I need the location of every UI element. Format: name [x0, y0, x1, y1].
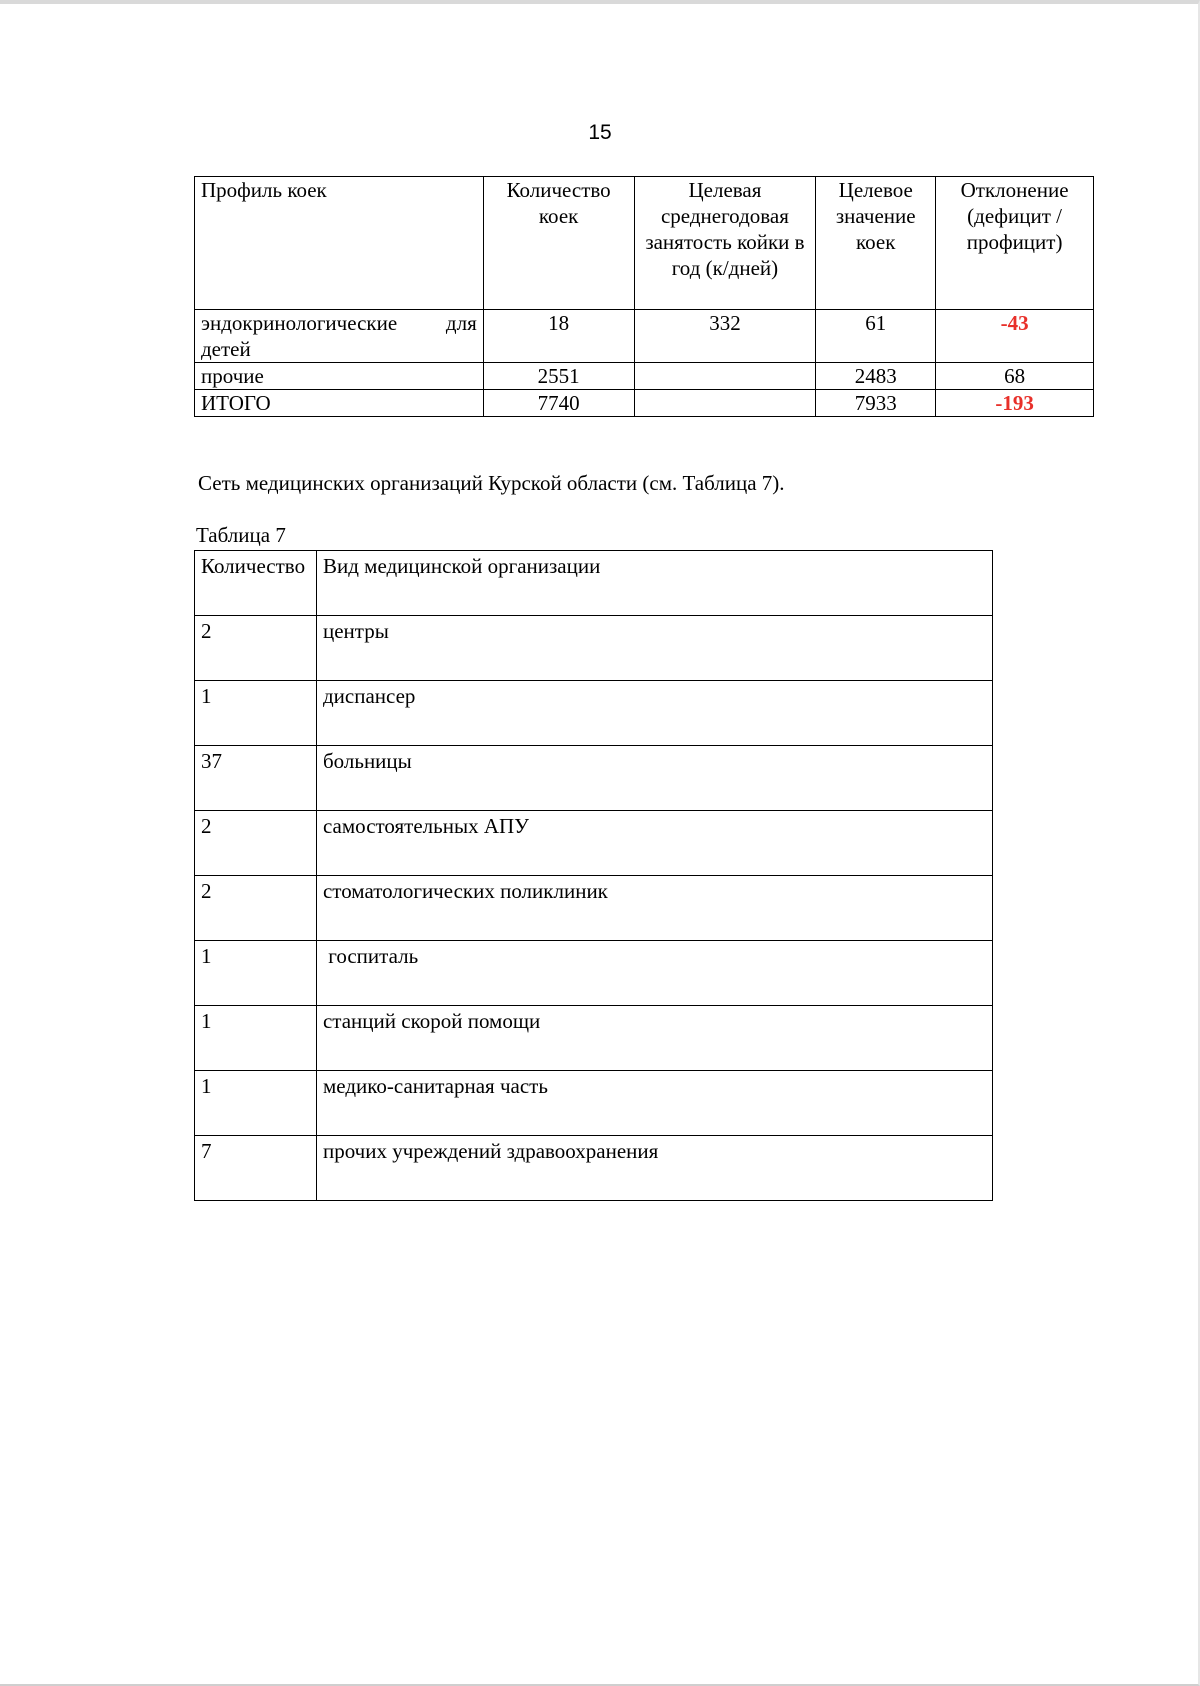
cell-deviation-negative: -43	[936, 310, 1094, 363]
cell-count: 2	[195, 616, 317, 681]
profile-word-3: детей	[201, 337, 251, 361]
cell-occupancy: 332	[634, 310, 816, 363]
network-sentence: Сеть медицинских организаций Курской области (см. Таблица 7).	[198, 471, 785, 495]
profile-word-1: эндокринологические	[201, 311, 398, 335]
cell-count: 37	[195, 746, 317, 811]
table-row	[195, 941, 993, 1006]
table-row	[195, 1136, 993, 1201]
cell-profile	[195, 310, 484, 363]
cell-count: 1	[195, 681, 317, 746]
medical-organizations-table	[194, 550, 993, 1201]
cell-deviation-negative: -193	[936, 390, 1094, 417]
table-row	[195, 811, 993, 876]
table-row	[195, 746, 993, 811]
header-count: Количество	[195, 551, 317, 616]
cell-count: 2551	[483, 363, 634, 390]
cell-organization-type: госпиталь	[316, 941, 992, 1006]
cell-organization-type: медико-санитарная часть	[316, 1071, 992, 1136]
cell-organization-type: прочих учреждений здравоохранения	[316, 1136, 992, 1201]
cell-organization-type: стоматологических поликлиник	[316, 876, 992, 941]
cell-occupancy	[634, 390, 816, 417]
header-occupancy: Целевая среднегодовая занятость койки в год (к/дней)	[634, 177, 816, 310]
table-row	[195, 616, 993, 681]
table-row	[195, 363, 1094, 390]
cell-profile: прочие	[195, 363, 484, 390]
table-row	[195, 681, 993, 746]
cell-count: 1	[195, 941, 317, 1006]
cell-count: 18	[483, 310, 634, 363]
cell-target: 7933	[816, 390, 936, 417]
cell-organization-type: больницы	[316, 746, 992, 811]
header-deviation: Отклонение (дефицит / профицит)	[936, 177, 1094, 310]
bed-profile-table	[194, 176, 1094, 417]
table-row	[195, 310, 1094, 363]
cell-occupancy	[634, 363, 816, 390]
cell-count: 2	[195, 811, 317, 876]
cell-deviation: 68	[936, 363, 1094, 390]
page-number: 15	[588, 121, 612, 144]
profile-word-2: для	[445, 311, 477, 335]
cell-profile: ИТОГО	[195, 390, 484, 417]
cell-target: 2483	[816, 363, 936, 390]
cell-count: 1	[195, 1071, 317, 1136]
header-profile: Профиль коек	[195, 177, 484, 310]
cell-count: 7	[195, 1136, 317, 1201]
cell-organization-type: станций скорой помощи	[316, 1006, 992, 1071]
table-row	[195, 1071, 993, 1136]
cell-count: 1	[195, 1006, 317, 1071]
table-caption: Таблица 7	[196, 523, 286, 547]
table-row	[195, 1006, 993, 1071]
header-bed-count: Количество коек	[483, 177, 634, 310]
header-target-value: Целевое значение коек	[816, 177, 936, 310]
cell-count: 7740	[483, 390, 634, 417]
table-row	[195, 876, 993, 941]
cell-organization-type: центры	[316, 616, 992, 681]
cell-count: 2	[195, 876, 317, 941]
table-header-row	[195, 551, 993, 616]
table-row-total	[195, 390, 1094, 417]
cell-organization-type: самостоятельных АПУ	[316, 811, 992, 876]
cell-target: 61	[816, 310, 936, 363]
cell-organization-type: диспансер	[316, 681, 992, 746]
header-organization-type: Вид медицинской организации	[316, 551, 992, 616]
table-header-row	[195, 177, 1094, 310]
